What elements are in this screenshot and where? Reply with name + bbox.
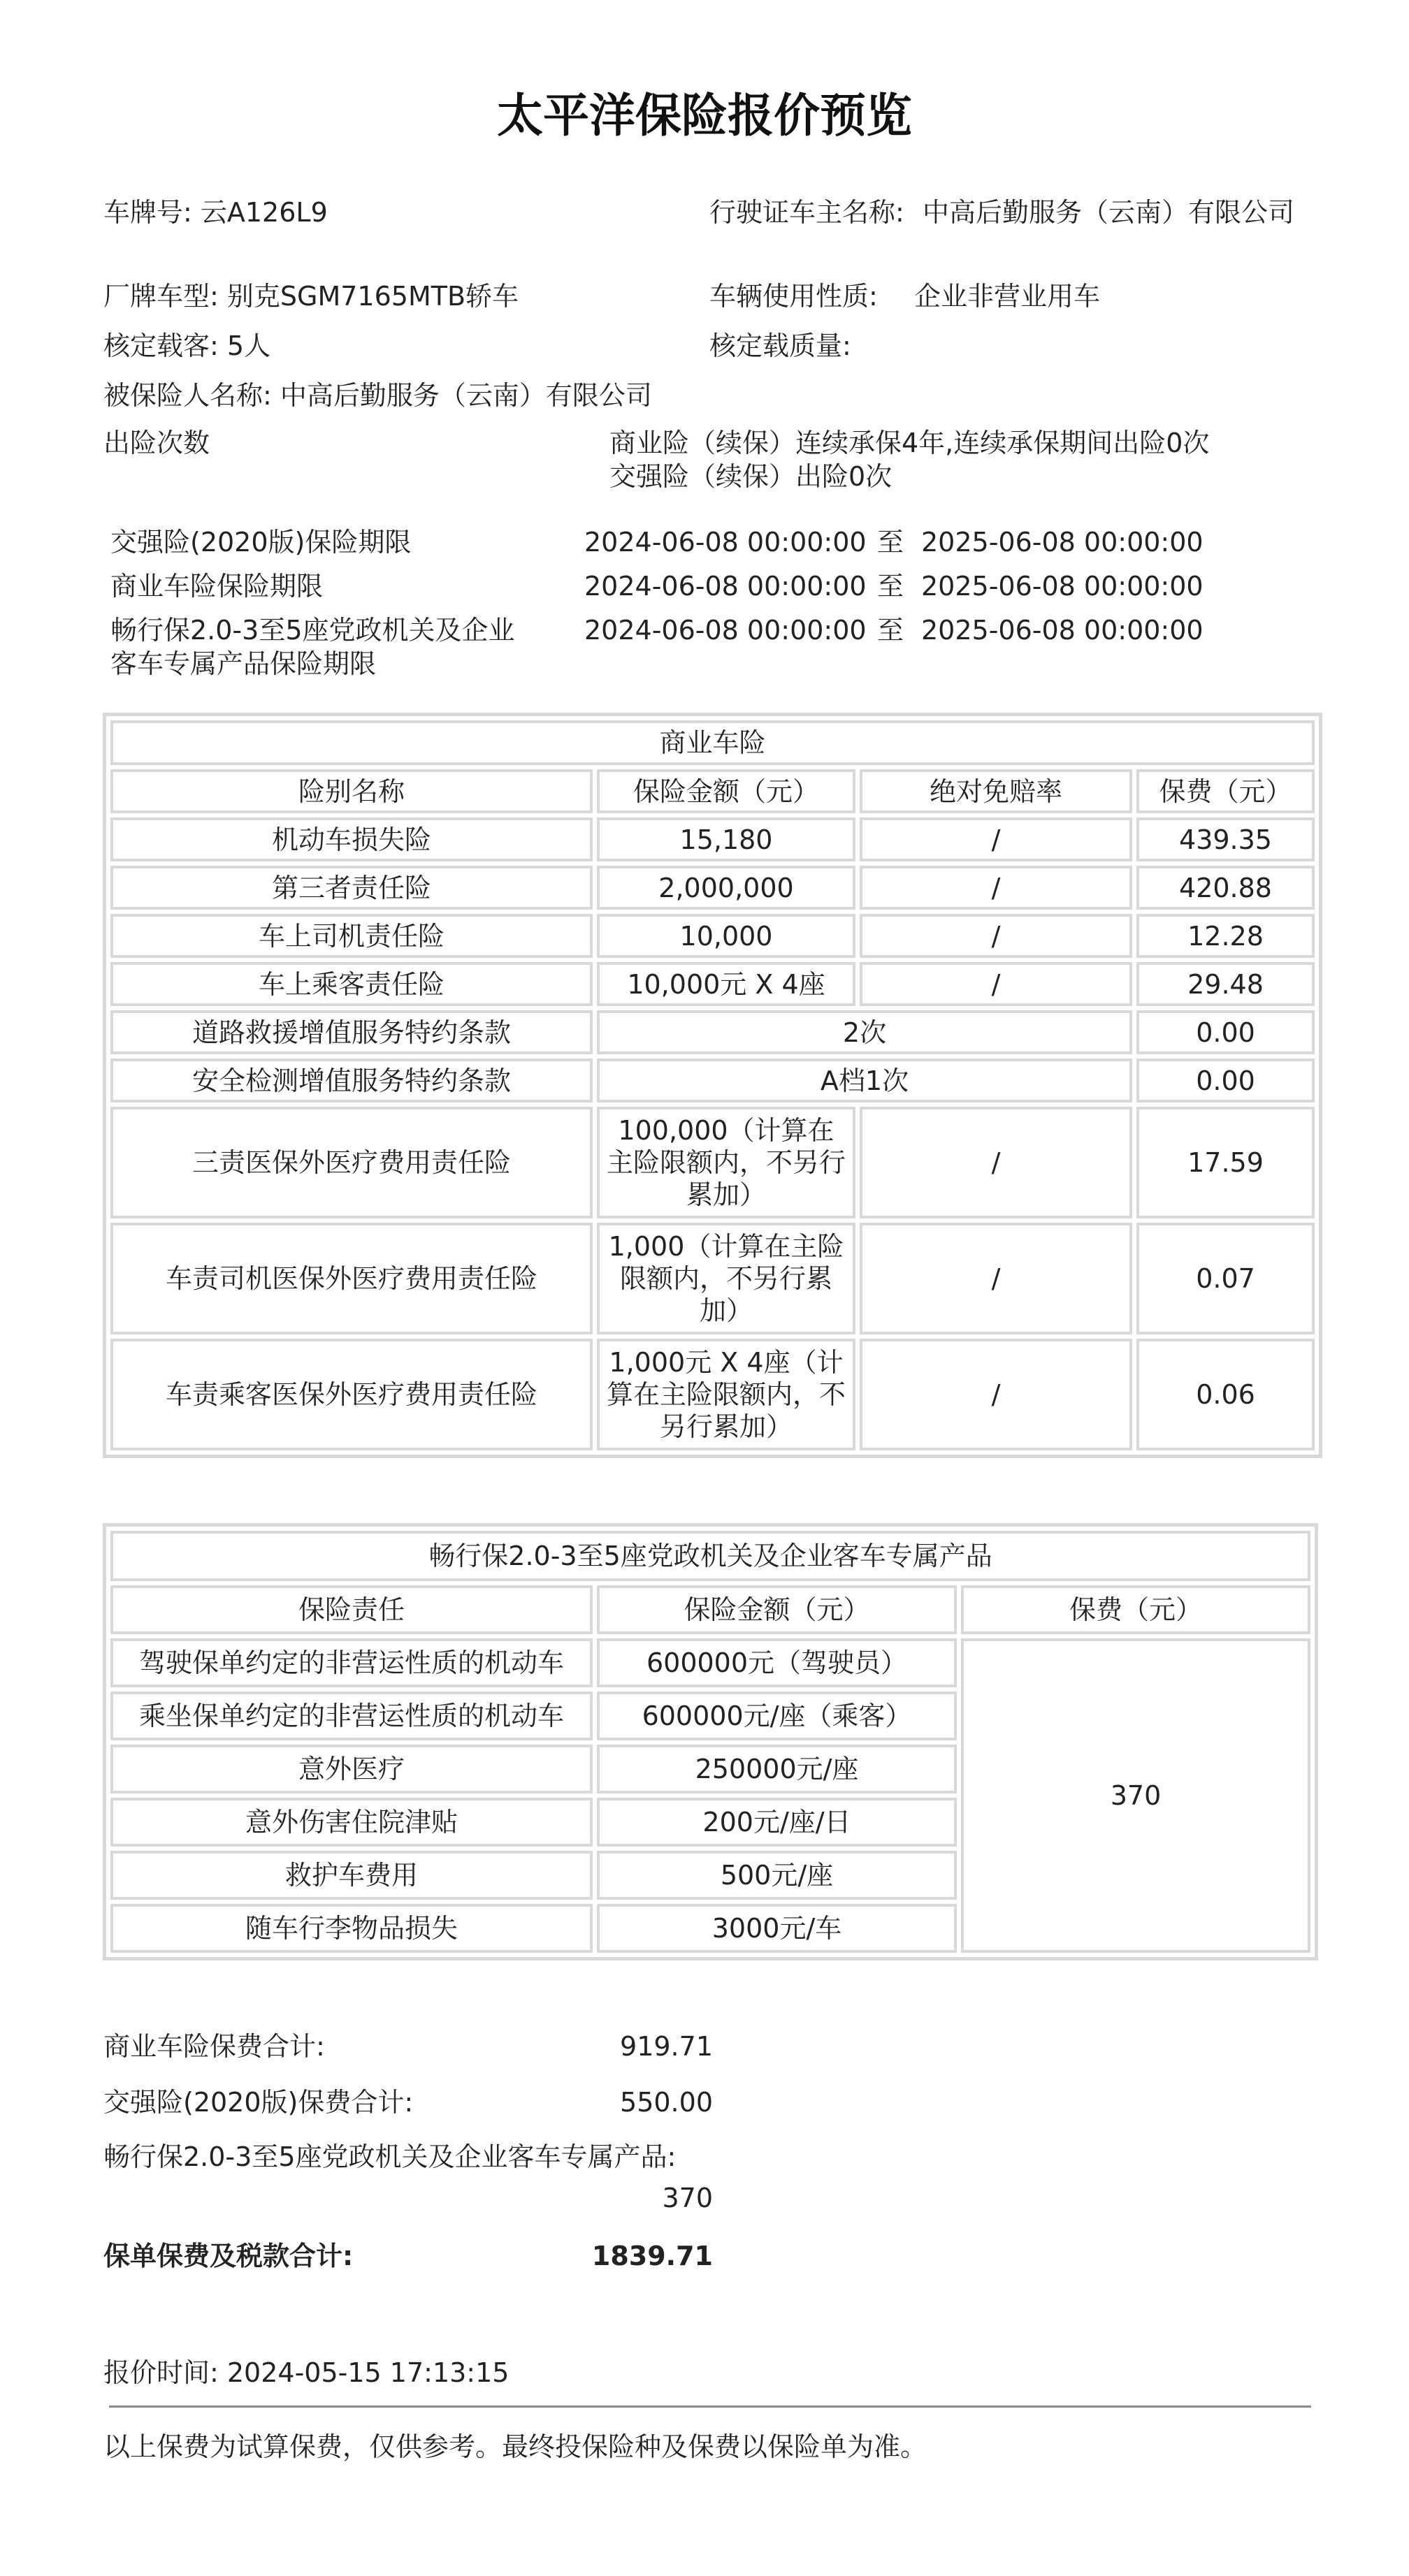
table-row <box>110 1058 1315 1103</box>
coverage-name: 车责乘客医保外医疗费用责任险 <box>110 1339 593 1450</box>
period-start: 2024-06-08 00:00:00 <box>584 571 867 602</box>
sum-insured: 10,000元 X 4座 <box>597 962 855 1006</box>
usage-value: 企业非营业用车 <box>914 281 1101 312</box>
commercial-table-title: 商业车险 <box>110 720 1315 765</box>
table-row <box>110 1107 1315 1218</box>
premium: 0.07 <box>1136 1223 1315 1334</box>
coverage-name: 车责司机医保外医疗费用责任险 <box>110 1223 593 1334</box>
period-label-special: 畅行保2.0-3至5座党政机关及企业客车专属产品保险期限 <box>110 615 515 679</box>
table-row <box>110 1638 1310 1687</box>
deductible: / <box>860 1107 1132 1218</box>
claims-label: 出险次数 <box>103 428 210 458</box>
sum-insured: 1,000（计算在主险限额内，不另行累加） <box>597 1223 855 1334</box>
premium: 0.06 <box>1136 1339 1315 1450</box>
deductible: / <box>860 866 1132 910</box>
period-to: 至 <box>877 527 904 558</box>
header-liability: 保险责任 <box>110 1585 593 1634</box>
premium: 17.59 <box>1136 1107 1315 1218</box>
sum-insured: 15,180 <box>597 817 855 861</box>
period-end: 2025-06-08 00:00:00 <box>921 527 1204 558</box>
period-to: 至 <box>877 571 904 602</box>
sum-insured: A档1次 <box>597 1058 1132 1103</box>
header-sum-insured: 保险金额（元） <box>597 769 855 813</box>
liability-name: 救护车费用 <box>110 1851 593 1900</box>
divider <box>109 2406 1311 2408</box>
table-row <box>110 866 1315 910</box>
sum-insured: 10,000 <box>597 914 855 958</box>
sum-insured: 3000元/车 <box>597 1904 957 1953</box>
table-row <box>110 1339 1315 1450</box>
special-total-label: 畅行保2.0-3至5座党政机关及企业客车专属产品: <box>103 2141 677 2172</box>
deductible: / <box>860 914 1132 958</box>
deductible: / <box>860 1223 1132 1334</box>
commercial-total-label: 商业车险保费合计: <box>103 2031 325 2062</box>
sum-insured: 2次 <box>597 1010 1132 1054</box>
deductible: / <box>860 1339 1132 1450</box>
sum-insured: 2,000,000 <box>597 866 855 910</box>
premium: 12.28 <box>1136 914 1315 958</box>
sum-insured: 250000元/座 <box>597 1745 957 1793</box>
coverage-name: 三责医保外医疗费用责任险 <box>110 1107 593 1218</box>
sum-insured: 600000元（驾驶员） <box>597 1638 957 1687</box>
liability-name: 意外伤害住院津贴 <box>110 1798 593 1847</box>
header-deductible: 绝对免赔率 <box>860 769 1132 813</box>
premium: 420.88 <box>1136 866 1315 910</box>
special-table-title: 畅行保2.0-3至5座党政机关及企业客车专属产品 <box>110 1531 1310 1581</box>
table-row <box>110 817 1315 861</box>
liability-name: 意外医疗 <box>110 1745 593 1793</box>
period-label-compulsory: 交强险(2020版)保险期限 <box>110 527 412 558</box>
grand-total-label: 保单保费及税款合计: <box>103 2241 354 2271</box>
period-end: 2025-06-08 00:00:00 <box>921 615 1204 646</box>
premium: 439.35 <box>1136 817 1315 861</box>
header-sum-insured: 保险金额（元） <box>597 1585 957 1634</box>
quote-time: 报价时间: 2024-05-15 17:13:15 <box>103 2357 510 2388</box>
header-coverage-name: 险别名称 <box>110 769 593 813</box>
period-label-commercial: 商业车险保险期限 <box>110 571 324 602</box>
deductible: / <box>860 962 1132 1006</box>
period-start: 2024-06-08 00:00:00 <box>584 615 867 646</box>
claims-compulsory: 交强险（续保）出险0次 <box>609 461 893 492</box>
period-start: 2024-06-08 00:00:00 <box>584 527 867 558</box>
table-row <box>110 1010 1315 1054</box>
vehicle-model: 厂牌车型: 别克SGM7165MTB轿车 <box>103 281 519 312</box>
sum-insured: 200元/座/日 <box>597 1798 957 1847</box>
commercial-total-value: 919.71 <box>620 2031 713 2062</box>
special-total-value: 370 <box>662 2183 713 2213</box>
owner-value: 中高后勤服务（云南）有限公司 <box>923 197 1295 228</box>
coverage-name: 车上乘客责任险 <box>110 962 593 1006</box>
coverage-name: 第三者责任险 <box>110 866 593 910</box>
page-title: 太平洋保险报价预览 <box>497 89 912 143</box>
special-product-table <box>103 1523 1318 1960</box>
coverage-name: 安全检测增值服务特约条款 <box>110 1058 593 1103</box>
period-end: 2025-06-08 00:00:00 <box>921 571 1204 602</box>
deductible: / <box>860 817 1132 861</box>
premium: 0.00 <box>1136 1058 1315 1103</box>
disclaimer: 以上保费为试算保费，仅供参考。最终投保险种及保费以保险单为准。 <box>103 2431 927 2462</box>
premium: 29.48 <box>1136 962 1315 1006</box>
coverage-name: 道路救援增值服务特约条款 <box>110 1010 593 1054</box>
special-premium: 370 <box>961 1638 1310 1953</box>
period-to: 至 <box>877 615 904 646</box>
table-row <box>110 1223 1315 1334</box>
table-row <box>110 914 1315 958</box>
claims-commercial: 商业险（续保）连续承保4年,连续承保期间出险0次 <box>609 428 1210 458</box>
grand-total-value: 1839.71 <box>591 2241 713 2271</box>
compulsory-total-label: 交强险(2020版)保费合计: <box>103 2087 414 2118</box>
coverage-name: 机动车损失险 <box>110 817 593 861</box>
usage-label: 车辆使用性质: <box>709 281 878 312</box>
coverage-name: 车上司机责任险 <box>110 914 593 958</box>
header-premium: 保费（元） <box>1136 769 1315 813</box>
compulsory-total-value: 550.00 <box>620 2087 713 2118</box>
sum-insured: 100,000（计算在主险限额内，不另行累加） <box>597 1107 855 1218</box>
insured-name: 被保险人名称: 中高后勤服务（云南）有限公司 <box>103 380 652 411</box>
liability-name: 驾驶保单约定的非营运性质的机动车 <box>110 1638 593 1687</box>
sum-insured: 500元/座 <box>597 1851 957 1900</box>
liability-name: 随车行李物品损失 <box>110 1904 593 1953</box>
liability-name: 乘坐保单约定的非营运性质的机动车 <box>110 1691 593 1740</box>
plate-number: 车牌号: 云A126L9 <box>103 197 328 228</box>
table-row <box>110 962 1315 1006</box>
header-premium: 保费（元） <box>961 1585 1310 1634</box>
sum-insured: 1,000元 X 4座（计算在主险限额内，不另行累加） <box>597 1339 855 1450</box>
sum-insured: 600000元/座（乘客） <box>597 1691 957 1740</box>
commercial-table <box>103 713 1322 1458</box>
owner-label: 行驶证车主名称: <box>709 197 904 228</box>
load-capacity: 核定载质量: <box>709 330 851 361</box>
seat-capacity: 核定载客: 5人 <box>103 330 271 361</box>
premium: 0.00 <box>1136 1010 1315 1054</box>
